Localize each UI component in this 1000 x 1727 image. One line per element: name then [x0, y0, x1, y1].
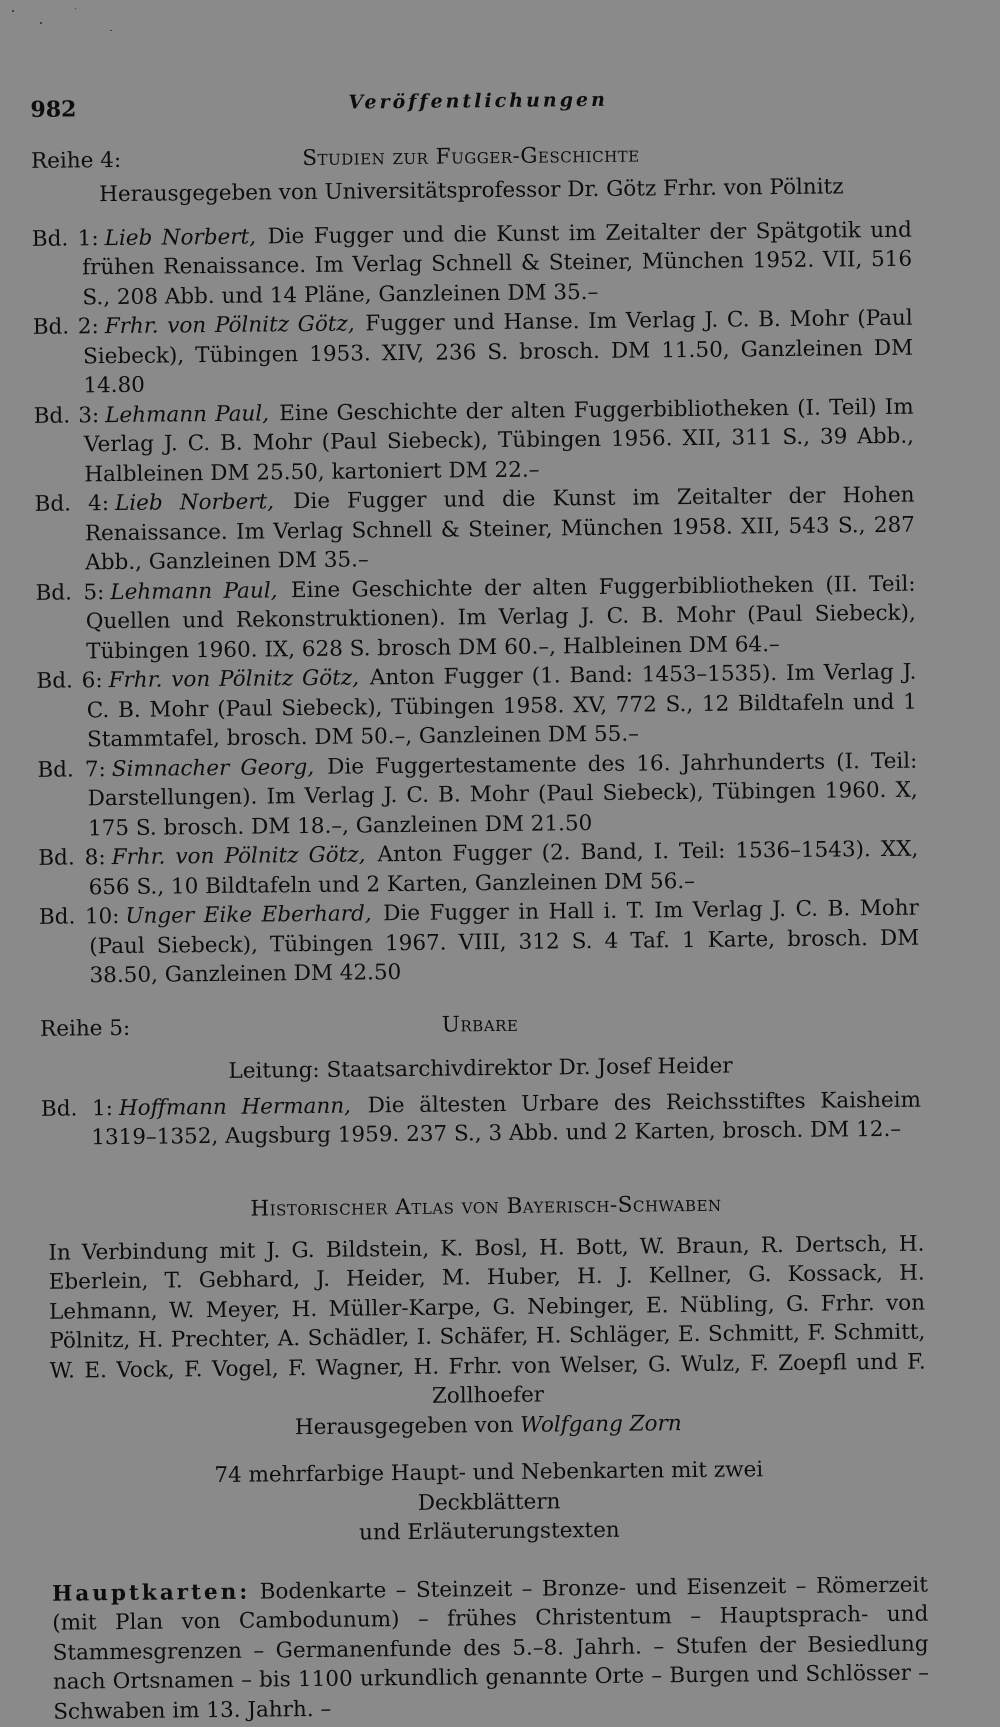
series-title: Studien zur Fugger-Geschichte — [302, 142, 640, 172]
atlas-editor-name: Wolfgang Zorn — [520, 1410, 682, 1438]
scan-speck — [110, 30, 112, 31]
volume-number: Bd. 1: — [40, 1095, 114, 1122]
atlas-section — [48, 1188, 930, 1727]
entry-author: Frhr. von Pölnitz Götz, — [111, 842, 366, 871]
entry-author: Simnacher Georg, — [111, 754, 315, 782]
scan-speck — [12, 10, 14, 12]
running-title: Veröffentlichungen — [348, 88, 608, 114]
series-heading — [40, 1006, 920, 1045]
hauptkarten-label: Hauptkarten: — [51, 1579, 251, 1607]
entry-text: Fugger und Hanse. Im Verlag J. C. B. Mohr (Paul Siebeck), Tübingen 1953. XIV, 236 S. brosch. DM 11.50, Ganzleinen DM 14.80 — [82, 305, 914, 399]
volume-number: Bd. 2: — [32, 314, 99, 340]
entry-author: Lehmann Paul, — [105, 400, 270, 428]
entry-text: Eine Geschichte der alten Fuggerbibliotheken (I. Teil) Im Verlag J. C. B. Mohr (Paul Siebeck), Tübingen 1956. XII, 311 S., 39 Abb., Halbleinen DM 25.50, kartoniert DM 22.– — [83, 394, 915, 487]
volume-number: Bd. 10: — [38, 903, 120, 930]
entry-text: Anton Fugger (1. Band: 1453–1535). Im Verlag J. C. B. Mohr (Paul Siebeck), Tübingen 1958. XV, 772 S., 12 Bildtafeln und 1 Stammtafel, brosch. DM 50.–, Ganzleinen DM 55.– — [86, 659, 917, 753]
entry-text: Die Fugger und die Kunst im Zeitalter der Hohen Renaissance. Im Verlag Schnell & Steiner, München 1958. XII, 543 S., 287 Abb., Ganzleinen DM 35.– — [84, 482, 916, 576]
entry-text: Die Fuggertestamente des 16. Jahrhunderts (I. Teil: Darstellungen). Im Verlag J. C. B. Mohr (Paul Siebeck), Tübingen 1960. X, 175 S. brosch. DM 18.–, Ganzleinen DM 21.50 — [87, 748, 918, 841]
atlas-description-line: und Erläuterungstexten — [358, 1517, 620, 1546]
bibliography-entry — [41, 1085, 922, 1153]
volume-number: Bd. 8: — [38, 845, 106, 871]
scan-speck — [75, 8, 76, 9]
bibliography-entry — [32, 215, 913, 313]
atlas-contributors: In Verbindung mit J. G. Bildstein, K. Bosl, H. Bott, W. Braun, R. Dertsch, H. Eberlein, T. Gebhard, J. Heider, M. Huber, H. J. Kellner, G. Kossack, H. Lehmann, W. Meyer, H. Müller-Karpe, G. Nebinger, E. Nübling, G. Frhr. von Pölnitz, H. Prechter, A. Schädler, I. Schäfer, H. Schläger, E. Schmitt, F. Schmitt, W. E. Vock, F. Vogel, F. Wagner, H. Frhr. von Welser, G. Wulz, F. Zoepfl und F. Zollhoefer — [48, 1231, 926, 1409]
atlas-title: Historischer Atlas von Bayerisch-Schwaben — [250, 1191, 722, 1222]
bibliography-entry — [34, 481, 915, 579]
bibliography-entry — [39, 894, 920, 992]
volume-number: Bd. 7: — [37, 756, 106, 783]
bibliography-entry — [33, 304, 914, 402]
series-editor: Leitung: Staatsarchivdirektor Dr. Josef Heider — [228, 1053, 733, 1084]
entry-author: Frhr. von Pölnitz Götz, — [104, 311, 355, 340]
series-label: Reihe 4: — [30, 147, 122, 174]
entry-text: Anton Fugger (2. Band, I. Teil: 1536–1543). XX, 656 S., 10 Bildtafeln und 2 Karten, Ganzleinen DM 56.– — [88, 836, 919, 900]
entry-author: Frhr. von Pölnitz Götz, — [108, 665, 360, 694]
bibliography-entry — [35, 569, 916, 667]
entry-text: Die Fugger in Hall i. T. Im Verlag J. C. B. Mohr (Paul Siebeck), Tübingen 1967. VIII, 312 S. 4 Taf. 1 Karte, brosch. DM 38.50, Ganzleinen DM 42.50 — [89, 895, 920, 989]
entry-author: Unger Eike Eberhard, — [125, 901, 372, 929]
volume-number: Bd. 5: — [35, 579, 105, 606]
entry-text: Die ältesten Urbare des Reichsstiftes Kaisheim 1319–1352, Augsburg 1959. 237 S., 3 Abb. und 2 Karten, brosch. DM 12.– — [91, 1087, 922, 1151]
volume-number: Bd. 6: — [36, 668, 103, 694]
volume-number: Bd. 3: — [33, 402, 100, 429]
series-editor: Herausgegeben von Universitätsprofessor Dr. Götz Frhr. von Pölnitz — [99, 174, 844, 208]
atlas-description-line: 74 mehrfarbige Haupt- und Nebenkarten mit zwei Deckblättern — [214, 1457, 764, 1516]
series-title: Urbare — [441, 1011, 519, 1038]
scan-speck — [40, 22, 42, 24]
volume-number: Bd. 1: — [31, 225, 99, 252]
entry-text: Eine Geschichte der alten Fuggerbibliotheken (II. Teil: Quellen und Rekonstruktionen). Im Verlag J. C. B. Mohr (Paul Siebeck), Tübingen 1960. IX, 628 S. brosch DM 60.–, Halbleinen DM 64.– — [85, 571, 916, 664]
series-reihe-5 — [40, 1006, 921, 1154]
hauptkarten-text: Bodenkarte – Steinzeit – Bronze- und Eisenzeit – Römerzeit (mit Plan von Cambodunum) – frühes Christentum – Hauptsprach- und Stammesgrenzen – Germanenfunde des 5.–8. Jahrh. – Stufen der Besiedlung nach Ortsnamen – bis 1100 urkundlich genannte Orte – Burgen und Schlösser – Schwaben im 13. Jahrh. – — [52, 1572, 930, 1725]
volume-number: Bd. 4: — [34, 491, 110, 517]
bibliography-entry — [36, 658, 917, 756]
series-heading — [31, 138, 911, 177]
entry-text: Die Fugger und die Kunst im Zeitalter der Spätgotik und frühen Renaissance. Im Verlag Schnell & Steiner, München 1952. VII, 516 S., 208 Abb. und 14 Pläne, Ganzleinen DM 35.– — [82, 217, 913, 310]
series-label: Reihe 5: — [39, 1015, 131, 1042]
entry-author: Lehmann Paul, — [110, 577, 278, 605]
atlas-description — [51, 1454, 928, 1552]
bibliography-entry — [37, 746, 918, 844]
atlas-editor-prefix: Herausgegeben von — [294, 1412, 514, 1440]
hauptkarten-paragraph — [52, 1570, 929, 1727]
page-header — [30, 88, 640, 123]
series-reihe-4 — [31, 138, 920, 992]
entry-author: Lieb Norbert, — [104, 224, 257, 251]
bibliography-entry — [34, 392, 915, 490]
entry-author: Lieb Norbert, — [114, 489, 275, 517]
bibliography-entry — [38, 835, 919, 903]
entry-author: Hoffmann Hermann, — [118, 1093, 352, 1121]
page-number: 982 — [30, 96, 77, 123]
